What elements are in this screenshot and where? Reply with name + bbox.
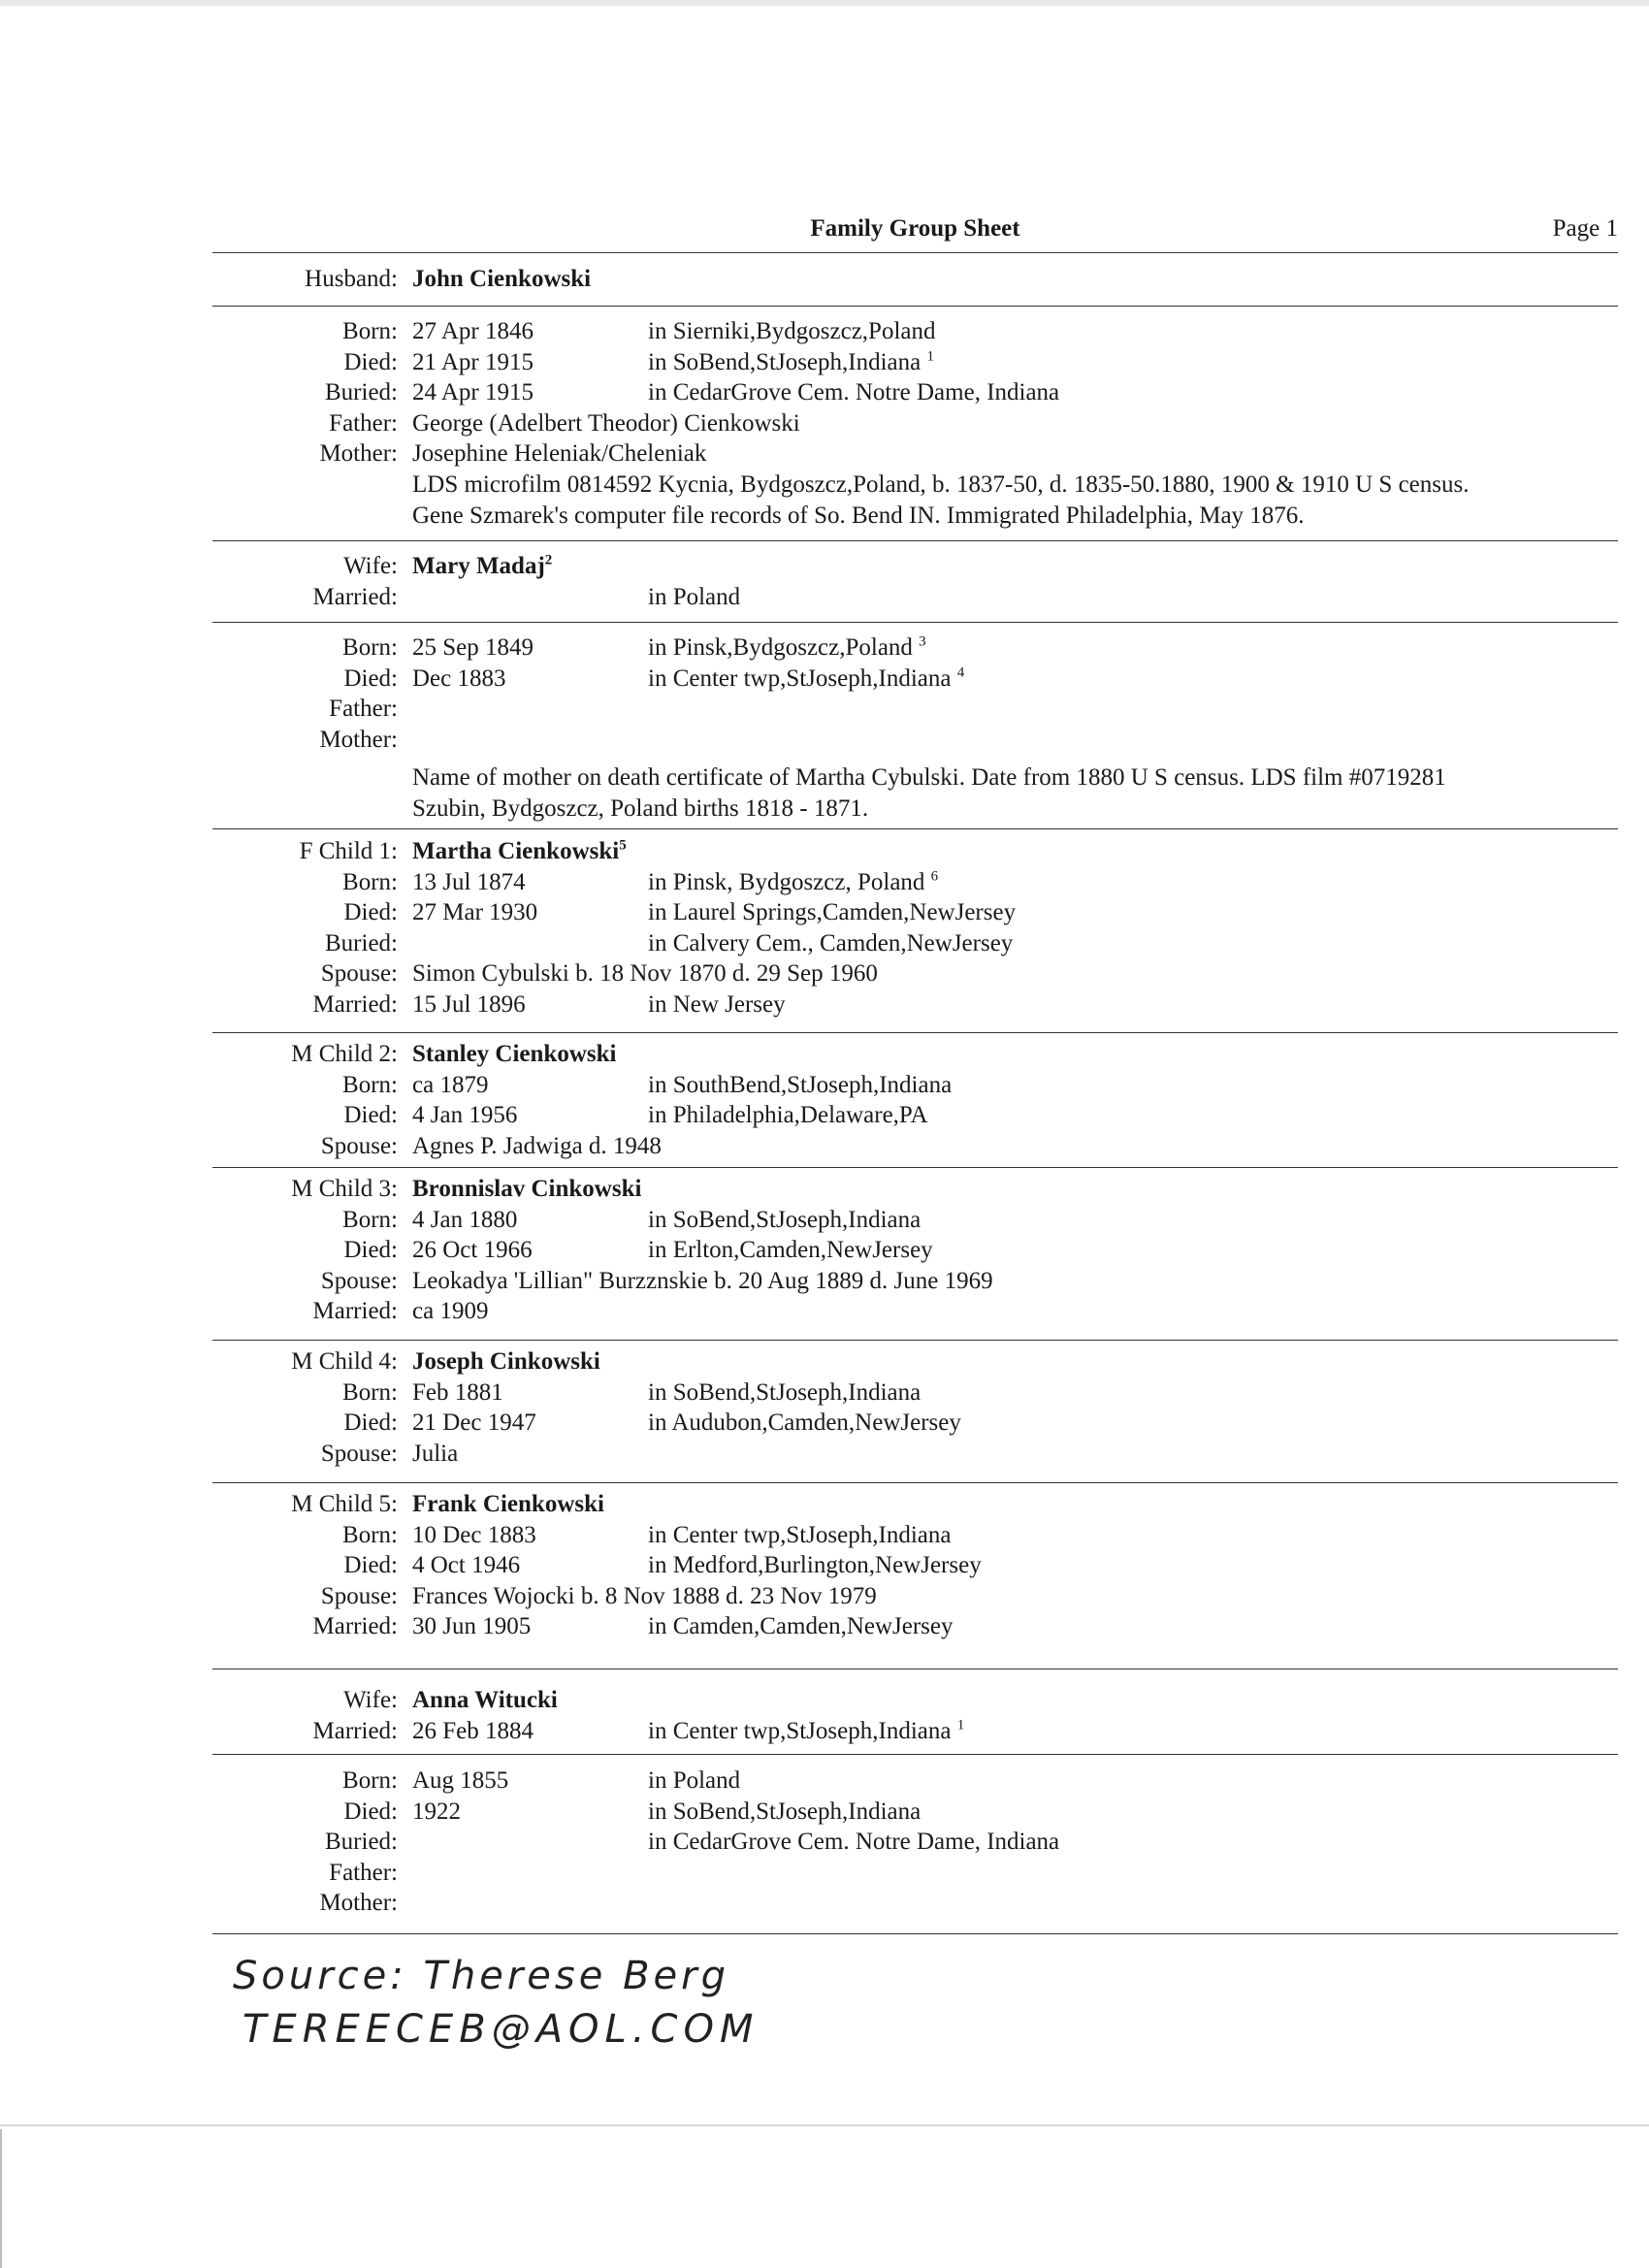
field-label: Born: [342, 1521, 398, 1548]
field-label: Died: [343, 899, 398, 926]
field-label: Spouse: [320, 1132, 398, 1159]
detail-row [0, 1827, 1649, 1858]
child-block [0, 1174, 1649, 1327]
detail-row [0, 1611, 1649, 1642]
field-label: Married: [312, 1613, 398, 1640]
child-block [0, 1489, 1649, 1642]
field-place: in Poland [648, 1767, 741, 1794]
detail-row [0, 1266, 1649, 1297]
field-label: Died: [343, 1409, 398, 1437]
field-label: Born: [342, 868, 398, 895]
detail-row [0, 1581, 1649, 1612]
detail-row [0, 408, 1649, 439]
field-value: 25 Sep 1849 [412, 634, 534, 661]
child-heading [0, 1174, 1649, 1205]
field-label: Spouse: [320, 1582, 398, 1609]
child-block [0, 1346, 1649, 1469]
field-value: Dec 1883 [412, 664, 506, 692]
field-value: ca 1879 [412, 1071, 489, 1098]
handwriting-image [233, 1945, 912, 2052]
child-label: M Child 4: [291, 1348, 398, 1375]
scan-edge [0, 2129, 2, 2268]
field-place: in Pinsk, Bydgoszcz, Poland $^6$ [648, 868, 939, 895]
divider [212, 1933, 1618, 1934]
husband-label: Husband: [305, 266, 398, 292]
field-label: Died: [343, 1102, 398, 1129]
child-label: M Child 5: [291, 1491, 398, 1517]
divider [212, 622, 1618, 623]
field-place: in CedarGrove Cem. Notre Dame, Indiana [648, 1829, 1060, 1856]
field-label: Died: [343, 1798, 398, 1825]
detail-row [0, 1100, 1649, 1131]
scan-edge [0, 2124, 1649, 2126]
detail-row [0, 1205, 1649, 1236]
wife1-married-label: Married: [312, 583, 398, 610]
field-place: in CedarGrove Cem. Notre Dame, Indiana [648, 379, 1060, 406]
field-place: in New Jersey [648, 990, 786, 1018]
note-row [0, 501, 1649, 532]
field-place: in Philadelphia,Delaware,PA [648, 1102, 928, 1129]
field-value: 21 Dec 1947 [412, 1409, 536, 1437]
field-label: Born: [342, 318, 398, 344]
field-place: in Erlton,Camden,NewJersey [648, 1237, 933, 1264]
detail-row [0, 1520, 1649, 1551]
detail-row [0, 1235, 1649, 1266]
field-value: Simon Cybulski b. 18 Nov 1870 d. 29 Sep 1960 [412, 960, 878, 988]
field-label: Mother: [319, 1890, 398, 1917]
detail-row [0, 316, 1649, 347]
field-label: Married: [312, 1298, 398, 1325]
field-label: Buried: [325, 929, 398, 956]
divider [212, 1482, 1618, 1483]
wife2-married-label: Married: [312, 1717, 398, 1744]
field-value: 30 Jun 1905 [412, 1613, 532, 1640]
note-text: Name of mother on death certificate of Martha Cybulski. Date from 1880 U S census. LDS film #0719281 [412, 764, 1446, 792]
child-name: Frank Cienkowski [412, 1491, 604, 1517]
field-label: Spouse: [320, 1267, 398, 1294]
child-block [0, 836, 1649, 1021]
field-value: Feb 1881 [412, 1378, 503, 1406]
field-label: Born: [342, 1378, 398, 1406]
child-block [0, 1039, 1649, 1161]
detail-row [0, 1766, 1649, 1797]
divider [212, 828, 1618, 829]
field-label: Died: [343, 348, 398, 375]
field-label: Died: [343, 664, 398, 692]
detail-row [0, 377, 1649, 408]
child-heading [0, 836, 1649, 867]
detail-row [0, 1550, 1649, 1581]
field-label: Buried: [325, 379, 398, 406]
sheet-title: Family Group Sheet [810, 215, 1020, 242]
detail-row [0, 897, 1649, 928]
field-value: Josephine Heleniak/Cheleniak [412, 440, 707, 468]
husband-heading [0, 264, 1649, 295]
field-label: Died: [343, 1552, 398, 1579]
divider [212, 1167, 1618, 1168]
divider [212, 252, 1618, 253]
field-label: Born: [342, 1206, 398, 1233]
field-value: 10 Dec 1883 [412, 1521, 536, 1548]
child-heading [0, 1039, 1649, 1070]
field-place: in Center twp,StJoseph,Indiana $^4$ [648, 664, 965, 692]
field-place: in Laurel Springs,Camden,NewJersey [648, 899, 1017, 926]
field-value: Leokadya 'Lillian" Burzznskie b. 20 Aug 1889 d. June 1969 [412, 1267, 993, 1294]
field-label: Buried: [325, 1829, 398, 1856]
detail-row [0, 694, 1649, 725]
wife2-heading [0, 1685, 1649, 1746]
detail-row [0, 1377, 1649, 1409]
handwritten-source [233, 1945, 912, 2052]
field-place: in Pinsk,Bydgoszcz,Poland $^3$ [648, 633, 926, 661]
divider [212, 540, 1618, 541]
child-name: Stanley Cienkowski [412, 1041, 617, 1067]
field-value: 27 Apr 1846 [412, 318, 534, 344]
field-label: Father: [329, 409, 398, 437]
wife2-label: Wife: [343, 1687, 398, 1713]
note-row [0, 762, 1649, 794]
child-label: M Child 2: [291, 1041, 398, 1067]
field-place: in SoBend,StJoseph,Indiana [648, 1378, 922, 1406]
field-place: in Sierniki,Bydgoszcz,Poland [648, 318, 936, 344]
sheet-header [212, 213, 1618, 252]
field-value: Agnes P. Jadwiga d. 1948 [412, 1132, 662, 1159]
field-place: in SouthBend,StJoseph,Indiana [648, 1071, 953, 1098]
note-text: LDS microfilm 0814592 Kycnia, Bydgoszcz,Poland, b. 1837-50, d. 1835-50.1880, 1900 & 1910 U S census. [412, 470, 1470, 498]
divider [212, 1032, 1618, 1033]
detail-row [0, 347, 1649, 378]
note-text: Szubin, Bydgoszcz, Poland births 1818 - 1871. [412, 794, 869, 822]
handwriting-line1: Source: Therese Berg [233, 1954, 729, 1998]
field-value: 24 Apr 1915 [412, 379, 534, 406]
divider [212, 306, 1618, 307]
field-place: in Center twp,StJoseph,Indiana [648, 1521, 952, 1548]
child-name: Martha Cienkowski$^5$ [412, 837, 627, 864]
note-row [0, 794, 1649, 825]
field-value: George (Adelbert Theodor) Cienkowski [412, 409, 800, 437]
field-value: 13 Jul 1874 [412, 868, 526, 895]
child-label: F Child 1: [299, 838, 398, 864]
field-label: Spouse: [320, 960, 398, 988]
field-place: in SoBend,StJoseph,Indiana $^1$ [648, 348, 934, 375]
field-value: 1922 [412, 1798, 461, 1825]
field-place: in Medford,Burlington,NewJersey [648, 1552, 982, 1579]
page-number: Page 1 [1552, 215, 1618, 242]
detail-row [0, 1296, 1649, 1327]
field-label: Born: [342, 634, 398, 661]
child-label: M Child 3: [291, 1176, 398, 1202]
field-place: in SoBend,StJoseph,Indiana [648, 1206, 922, 1233]
field-place: in SoBend,StJoseph,Indiana [648, 1798, 922, 1825]
field-label: Father: [329, 696, 398, 723]
field-place: in Camden,Camden,NewJersey [648, 1613, 954, 1640]
detail-row [0, 1797, 1649, 1828]
field-value: Julia [412, 1440, 459, 1467]
child-heading [0, 1489, 1649, 1520]
note-text: Gene Szmarek's computer file records of So. Bend IN. Immigrated Philadelphia, May 1876. [412, 502, 1305, 529]
field-label: Married: [312, 990, 398, 1018]
detail-row [0, 928, 1649, 959]
handwriting-line2: TEREECEB@AOL.COM [242, 2007, 760, 2052]
detail-row [0, 1858, 1649, 1889]
detail-row [0, 632, 1649, 664]
detail-row [0, 1131, 1649, 1162]
divider [212, 1340, 1618, 1341]
scan-edge [0, 0, 1649, 6]
field-label: Born: [342, 1071, 398, 1098]
wife1-heading [0, 551, 1649, 612]
wife1-label: Wife: [343, 553, 398, 579]
detail-row [0, 867, 1649, 898]
field-label: Spouse: [320, 1440, 398, 1467]
divider [212, 1754, 1618, 1755]
field-value: 4 Oct 1946 [412, 1552, 521, 1579]
detail-row [0, 958, 1649, 989]
child-name: Joseph Cinkowski [412, 1348, 600, 1375]
wife1-married-place: in Poland [648, 583, 741, 610]
wife2-married-date: 26 Feb 1884 [412, 1717, 534, 1744]
field-value: Aug 1855 [412, 1767, 509, 1794]
wife2-married-place: in Center twp,StJoseph,Indiana $^1$ [648, 1717, 965, 1744]
detail-row [0, 1408, 1649, 1439]
wife1-name: Mary Madaj$^2$ [412, 552, 553, 579]
wife2-details [0, 1766, 1649, 1919]
field-value: 27 Mar 1930 [412, 899, 538, 926]
field-value: Frances Wojocki b. 8 Nov 1888 d. 23 Nov 1979 [412, 1582, 877, 1609]
field-label: Born: [342, 1767, 398, 1794]
field-value: 4 Jan 1956 [412, 1102, 518, 1129]
note-row [0, 470, 1649, 501]
husband-details [0, 316, 1649, 531]
spacer [0, 755, 1649, 762]
field-label: Mother: [319, 726, 398, 753]
wife1-details [0, 632, 1649, 825]
detail-row [0, 1070, 1649, 1101]
child-heading [0, 1346, 1649, 1377]
field-value: 15 Jul 1896 [412, 990, 526, 1018]
field-label: Father: [329, 1859, 398, 1886]
detail-row [0, 725, 1649, 756]
detail-row [0, 989, 1649, 1021]
child-name: Bronnislav Cinkowski [412, 1176, 642, 1202]
field-place: in Audubon,Camden,NewJersey [648, 1409, 961, 1437]
field-value: 4 Jan 1880 [412, 1206, 518, 1233]
field-label: Died: [343, 1237, 398, 1264]
wife2-name: Anna Witucki [412, 1687, 558, 1713]
field-value: 26 Oct 1966 [412, 1237, 533, 1264]
detail-row [0, 1439, 1649, 1470]
husband-name: John Cienkowski [412, 266, 592, 292]
detail-row [0, 664, 1649, 695]
field-label: Mother: [319, 440, 398, 468]
field-value: ca 1909 [412, 1298, 489, 1325]
detail-row [0, 1888, 1649, 1919]
field-place: in Calvery Cem., Camden,NewJersey [648, 929, 1014, 956]
detail-row [0, 438, 1649, 470]
field-value: 21 Apr 1915 [412, 348, 534, 375]
